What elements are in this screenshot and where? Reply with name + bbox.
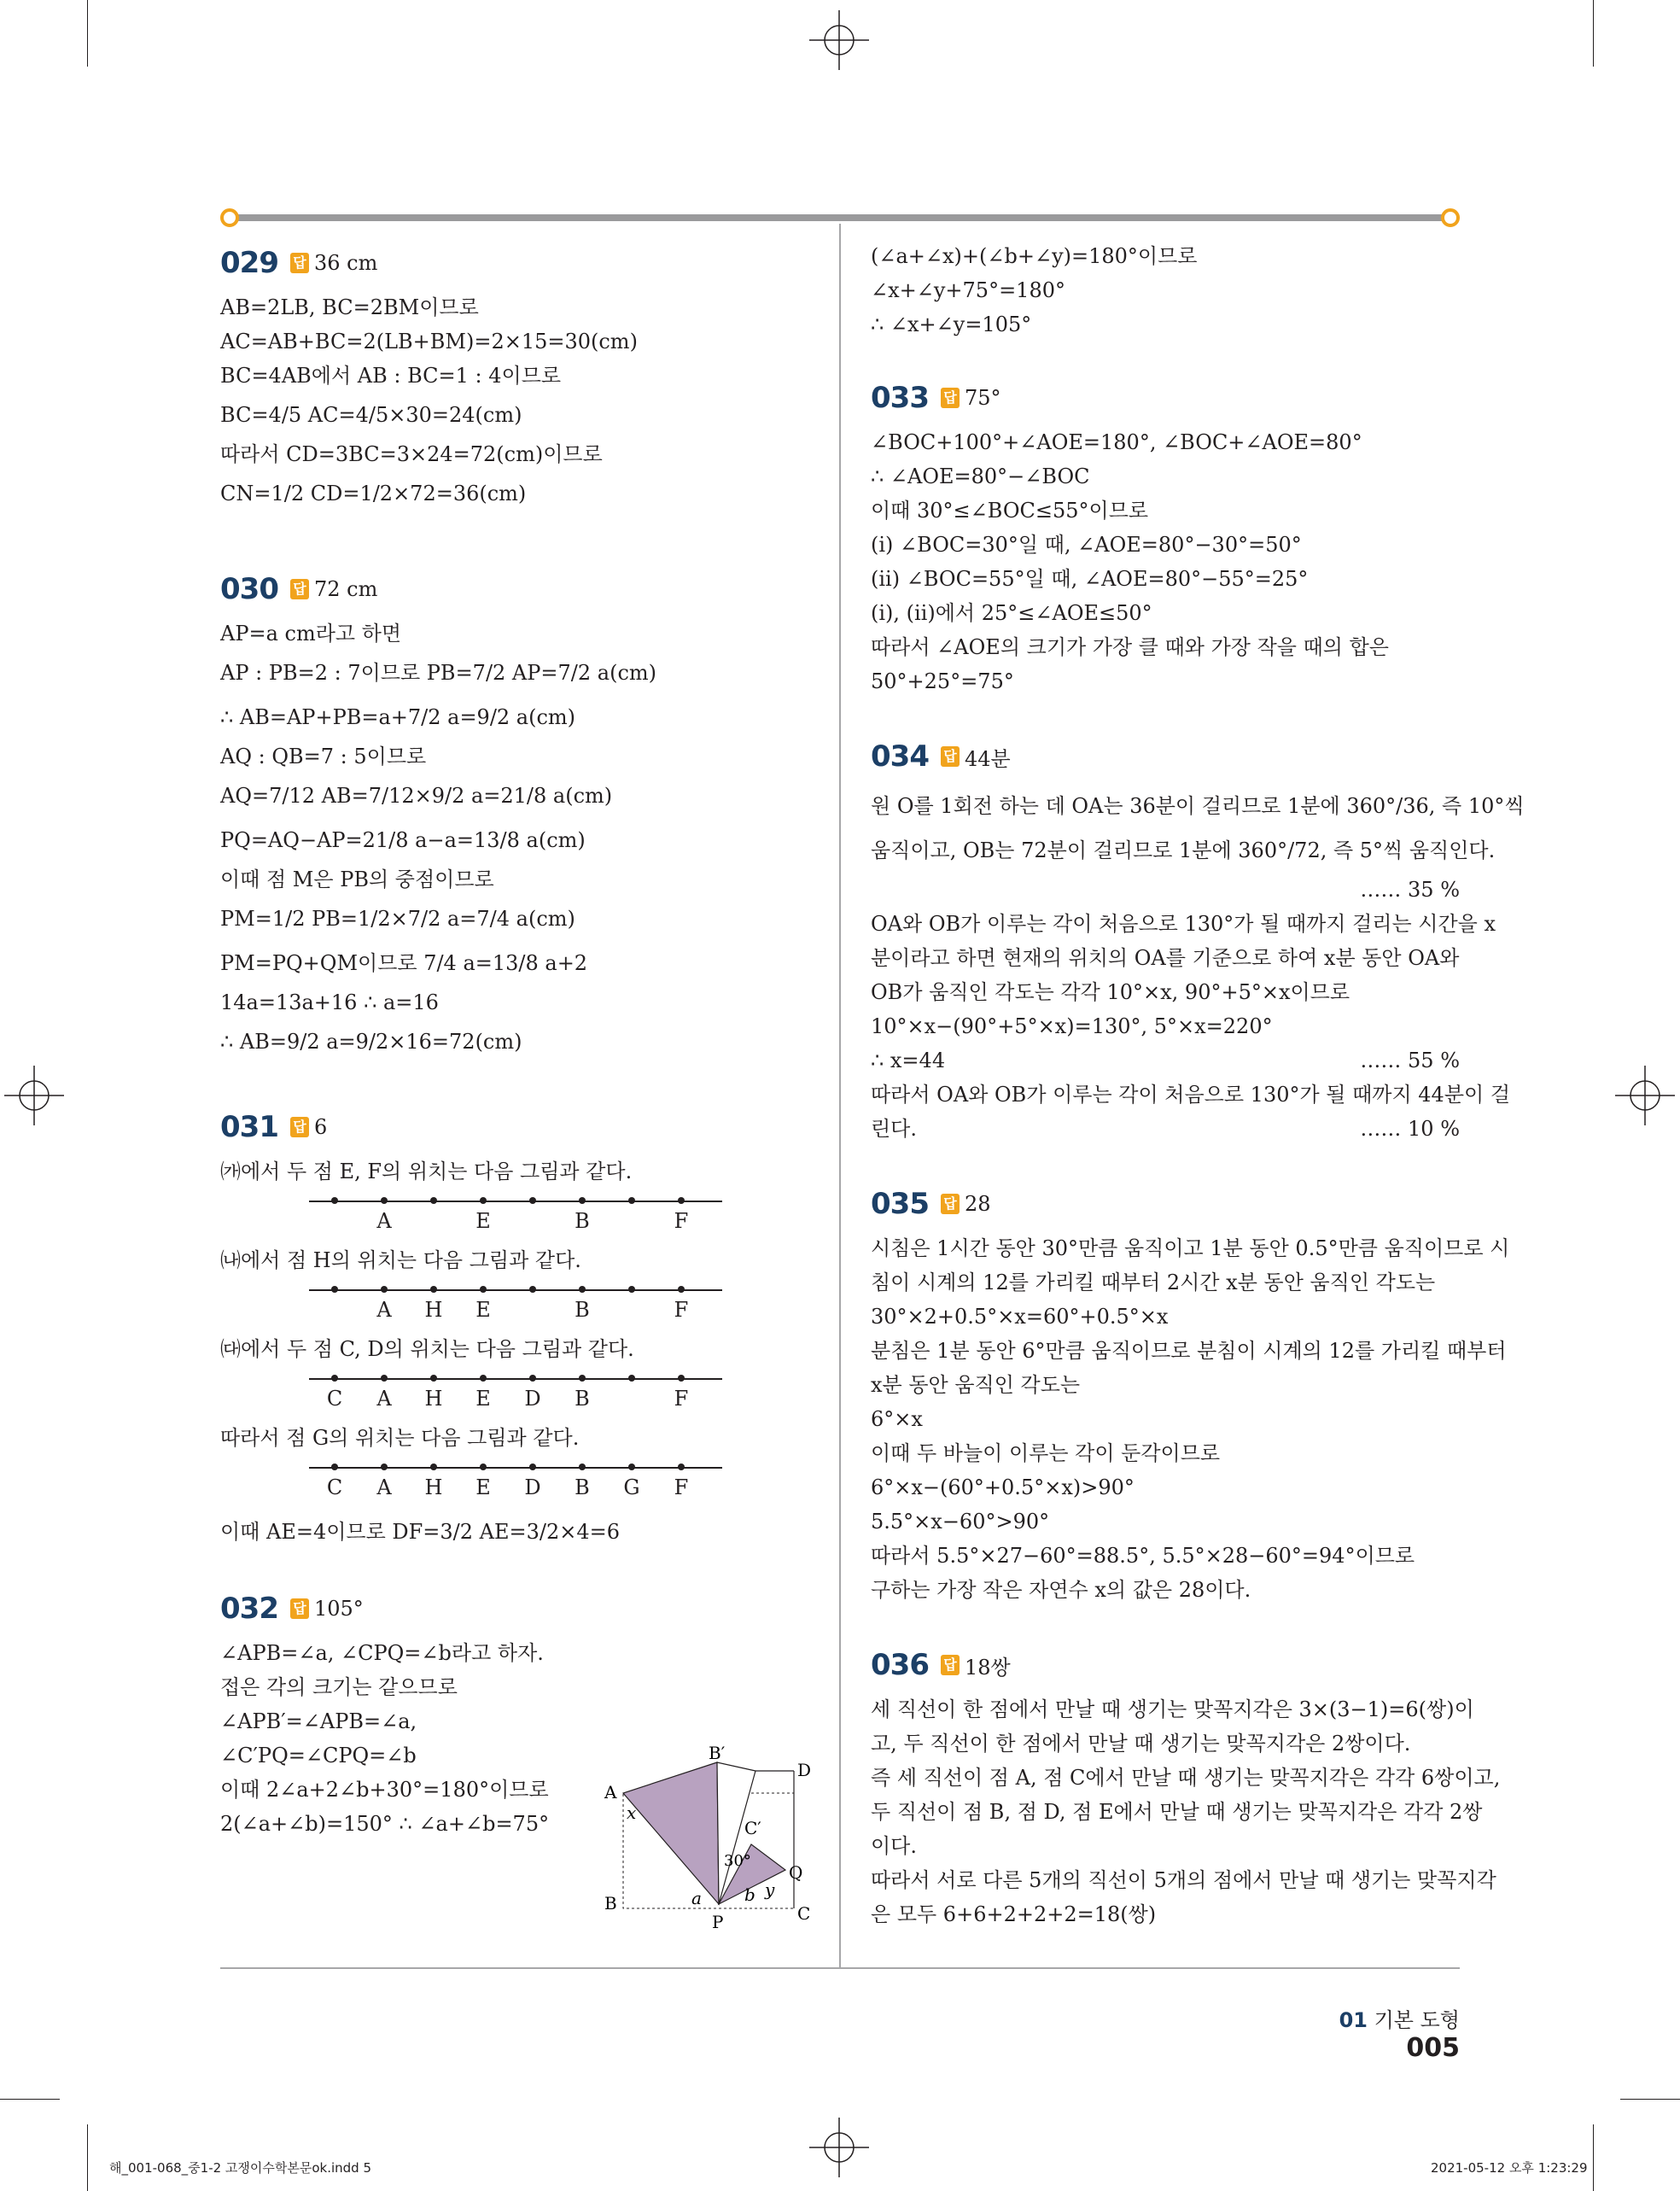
page-footer (1280, 2003, 1460, 2063)
solution-line: OA와 OB가 이루는 각이 처음으로 130°가 될 때까지 걸리는 시간을 x (871, 912, 1496, 936)
score-line (871, 873, 1460, 907)
answer-value: 75° (964, 386, 1001, 410)
crop-mark (1593, 0, 1594, 67)
solution-line: 30°×2+0.5°×x=60°+0.5°×x (871, 1305, 1169, 1329)
vertex-label: C (797, 1903, 811, 1924)
solution-line: 이때 AE=4이므로 DF=3/2 AE=3/2×4=6 (220, 1520, 621, 1544)
solution-line: AQ=7/12 AB=7/12×9/2 a=21/8 a(cm) (220, 784, 613, 808)
point-label: F (674, 1298, 689, 1322)
answer-value: 28 (964, 1192, 991, 1216)
solution-line: 따라서 점 G의 위치는 다음 그림과 같다. (220, 1426, 580, 1450)
solution-line: ㈏에서 점 H의 위치는 다음 그림과 같다. (220, 1248, 581, 1272)
answer-value: 6 (313, 1115, 328, 1139)
folded-paper-figure (598, 1742, 828, 1938)
page-number: 005 (1406, 2033, 1460, 2063)
solution-line: 따라서 5.5°×27−60°=88.5°, 5.5°×28−60°=94°이므로 (871, 1544, 1415, 1568)
problem-035 (871, 1180, 1510, 1607)
solution-line: BC=4/5 AC=4/5×30=24(cm) (220, 403, 522, 427)
answer-value: 36 cm (313, 251, 378, 275)
point-label: A (376, 1387, 392, 1411)
solution-line: 이때 2∠a+2∠b+30°=180°이므로 (220, 1778, 549, 1802)
solution-line: ∴ ∠x+∠y=105° (871, 313, 1032, 336)
score-percent: …… 10 % (1360, 1117, 1460, 1141)
right-column (871, 239, 1525, 1931)
solution-line: PM=PQ+QM이므로 7/4 a=13/8 a+2 (220, 951, 588, 975)
vertex-label: P (712, 1912, 724, 1932)
problem-number: 034 (871, 739, 929, 774)
solution-line: AP : PB=2 : 7이므로 PB=7/2 AP=7/2 a(cm) (220, 661, 657, 685)
vertex-label: Q (789, 1862, 803, 1883)
bottom-rule (220, 1967, 1460, 1969)
answer-value: 72 cm (313, 577, 378, 601)
solution-line: PM=1/2 PB=1/2×7/2 a=7/4 a(cm) (220, 907, 575, 931)
solution-line: 은 모두 6+6+2+2+2=18(쌍) (871, 1902, 1157, 1926)
crop-mark (87, 0, 88, 67)
registration-mark-left (4, 1066, 64, 1125)
registration-mark-top (809, 10, 869, 70)
problem-number: 033 (871, 381, 929, 415)
solution-line: (∠a+∠x)+(∠b+∠y)=180°이므로 (871, 244, 1198, 268)
point-label: B (575, 1298, 590, 1322)
solution-line: 6°×x−(60°+0.5°×x)>90° (871, 1475, 1135, 1499)
answer-badge-icon: 답 (941, 746, 960, 767)
vertex-label: A (604, 1782, 617, 1802)
solution-line: ∴ AB=9/2 a=9/2×16=72(cm) (220, 1030, 522, 1054)
point-label: F (674, 1475, 689, 1499)
chapter-number: 01 (1339, 2008, 1368, 2032)
solution-line: 원 O를 1회전 하는 데 OA는 36분이 걸리므로 1분에 360°/36, 즉 10°씩 (871, 794, 1525, 818)
solution-line: 고, 두 직선이 한 점에서 만날 때 생기는 맞꼭지각은 2쌍이다. (871, 1732, 1411, 1756)
problem-033 (871, 374, 1460, 698)
solution-line: 접은 각의 크기는 같으므로 (220, 1675, 458, 1699)
solution-line: 따라서 CD=3BC=3×24=72(cm)이므로 (220, 442, 603, 466)
angle-label: 30° (724, 1852, 751, 1870)
solution-line: 따라서 OA와 OB가 이루는 각이 처음으로 130°가 될 때까지 44분이 걸 (871, 1083, 1511, 1107)
registration-mark-right (1615, 1066, 1675, 1125)
solution-line: 따라서 ∠AOE의 크기가 가장 클 때와 가장 작을 때의 합은 (871, 635, 1389, 659)
solution-line: 6°×x (871, 1407, 923, 1431)
solution-line: 이때 30°≤∠BOC≤55°이므로 (871, 499, 1149, 523)
angle-label: x (627, 1802, 637, 1823)
problem-number: 029 (220, 246, 278, 280)
point-label: E (475, 1298, 491, 1322)
solution-line: CN=1/2 CD=1/2×72=36(cm) (220, 482, 527, 505)
crop-mark (87, 2124, 88, 2191)
solution-line: 세 직선이 한 점에서 만날 때 생기는 맞꼭지각은 3×(3−1)=6(쌍)이 (871, 1697, 1474, 1721)
vertex-label: B′ (709, 1743, 726, 1763)
angle-label: y (765, 1879, 775, 1900)
vertex-label: B (604, 1893, 617, 1913)
vertex-label: C′ (744, 1818, 761, 1838)
column-divider (839, 224, 841, 1967)
header-rule (232, 214, 1448, 221)
answer-badge-icon: 답 (290, 579, 309, 599)
point-label: B (575, 1387, 590, 1411)
solution-line: ∠x+∠y+75°=180° (871, 278, 1065, 302)
solution-line: 린다. …… 10 % (871, 1112, 1460, 1146)
point-label: A (376, 1475, 392, 1499)
problem-number: 031 (220, 1110, 278, 1144)
solution-line: 이다. (871, 1834, 917, 1858)
point-label: F (674, 1387, 689, 1411)
number-line-2 (220, 1277, 818, 1332)
answer-badge-icon: 답 (290, 253, 309, 273)
solution-line: (ⅰ) ∠BOC=30°일 때, ∠AOE=80°−30°=50° (871, 533, 1302, 557)
point-label: D (524, 1387, 541, 1411)
solution-line: 즉 세 직선이 점 A, 점 C에서 만날 때 생기는 맞꼭지각은 각각 6쌍이고, (871, 1766, 1501, 1790)
point-label: E (475, 1387, 491, 1411)
solution-line: PQ=AQ−AP=21/8 a−a=13/8 a(cm) (220, 828, 586, 852)
answer-badge-icon: 답 (941, 1655, 960, 1675)
chapter-title: 기본 도형 (1374, 2008, 1460, 2032)
solution-line: ∴ AB=AP+PB=a+7/2 a=9/2 a(cm) (220, 705, 576, 729)
problem-number: 032 (220, 1592, 278, 1626)
header-rule-dot-left (220, 208, 239, 227)
solution-line: 구하는 가장 작은 자연수 x의 값은 28이다. (871, 1578, 1251, 1602)
solution-line: 이때 두 바늘이 이루는 각이 둔각이므로 (871, 1441, 1221, 1465)
solution-line: ㈐에서 두 점 C, D의 위치는 다음 그림과 같다. (220, 1337, 634, 1361)
number-line-1 (220, 1189, 818, 1243)
crop-mark (1593, 2124, 1594, 2191)
crop-mark (1620, 2099, 1680, 2100)
problem-034 (871, 733, 1525, 1146)
solution-line: 시침은 1시간 동안 30°만큼 움직이고 1분 동안 0.5°만큼 움직이므로 시 (871, 1236, 1510, 1260)
solution-line: 분침은 1분 동안 6°만큼 움직이므로 분침이 시계의 12를 가리킬 때부터 (871, 1339, 1507, 1363)
problem-030 (220, 565, 818, 1064)
solution-line: 14a=13a+16 ∴ a=16 (220, 990, 439, 1014)
point-label: E (475, 1209, 491, 1233)
solution-line: x분 동안 움직인 각도는 (871, 1373, 1081, 1397)
problem-number: 030 (220, 572, 278, 606)
solution-line: 50°+25°=75° (871, 669, 1014, 693)
answer-badge-icon: 답 (290, 1117, 309, 1137)
print-slug-date: 2021-05-12 오후 1:23:29 (1431, 2160, 1588, 2176)
solution-line: 움직이고, OB는 72분이 걸리므로 1분에 360°/72, 즉 5°씩 움직인다. (871, 838, 1496, 862)
solution-line: 이때 점 M은 PB의 중점이므로 (220, 868, 494, 891)
solution-line: ∠BOC+100°+∠AOE=180°, ∠BOC+∠AOE=80° (871, 430, 1362, 454)
left-column (220, 239, 818, 1841)
angle-label: b (744, 1884, 755, 1905)
score-percent: …… 35 % (1360, 878, 1460, 902)
problem-number: 036 (871, 1648, 929, 1682)
point-label: D (524, 1475, 541, 1499)
angle-label: a (691, 1888, 702, 1908)
vertex-label: D (797, 1760, 812, 1780)
problem-036 (871, 1641, 1501, 1931)
answer-badge-icon: 답 (290, 1598, 309, 1619)
solution-line: AB=2LB, BC=2BM이므로 (220, 295, 479, 319)
solution-line: BC=4AB에서 AB : BC=1 : 4이므로 (220, 364, 562, 388)
solution-line: 분이라고 하면 현재의 위치의 OA를 기준으로 하여 x분 동안 OA와 (871, 946, 1460, 970)
solution-line: AP=a cm라고 하면 (220, 622, 402, 646)
registration-mark-bottom (809, 2118, 869, 2177)
problem-029 (220, 239, 818, 516)
point-label: C (326, 1387, 343, 1411)
solution-line: 따라서 서로 다른 5개의 직선이 5개의 점에서 만날 때 생기는 맞꼭지각 (871, 1868, 1496, 1892)
problem-031 (220, 1103, 818, 1554)
answer-value: 105° (313, 1597, 364, 1621)
problem-032-continued (871, 239, 1460, 342)
solution-line: ∴ x=44 …… 55 % (871, 1043, 1460, 1078)
solution-line: AC=AB+BC=2(LB+BM)=2×15=30(cm) (220, 330, 638, 353)
answer-value: 44분 (964, 746, 1011, 771)
solution-line: 2(∠a+∠b)=150° ∴ ∠a+∠b=75° (220, 1812, 550, 1836)
answer-badge-icon: 답 (941, 388, 960, 408)
solution-line: 5.5°×x−60°>90° (871, 1510, 1050, 1534)
point-label: G (623, 1475, 640, 1499)
point-label: C (326, 1475, 343, 1499)
header-rule-dot-right (1441, 208, 1460, 227)
point-label: F (674, 1209, 689, 1233)
solution-line: (ⅰ), (ⅱ)에서 25°≤∠AOE≤50° (871, 601, 1152, 625)
answer-value: 18쌍 (964, 1655, 1011, 1680)
point-label: A (376, 1298, 392, 1322)
solution-line: OB가 움직인 각도는 각각 10°×x, 90°+5°×x이므로 (871, 980, 1350, 1004)
point-label: A (376, 1209, 392, 1233)
solution-line: 10°×x−(90°+5°×x)=130°, 5°×x=220° (871, 1014, 1273, 1038)
number-line-3 (220, 1366, 818, 1421)
answer-badge-icon: 답 (941, 1194, 960, 1214)
solution-line: ∠APB′=∠APB=∠a, (220, 1709, 417, 1733)
solution-line: 침이 시계의 12를 가리킬 때부터 2시간 x분 동안 움직인 각도는 (871, 1271, 1436, 1294)
solution-line: ∠C′PQ=∠CPQ=∠b (220, 1744, 417, 1767)
point-label: H (424, 1387, 443, 1411)
point-label: H (424, 1298, 443, 1322)
solution-line: (ⅱ) ∠BOC=55°일 때, ∠AOE=80°−55°=25° (871, 567, 1309, 591)
point-label: E (475, 1475, 491, 1499)
point-label: B (575, 1209, 590, 1233)
solution-line: 두 직선이 점 B, 점 D, 점 E에서 만날 때 생기는 맞꼭지각은 각각 2쌍 (871, 1800, 1483, 1824)
score-percent: …… 55 % (1360, 1049, 1460, 1072)
number-line-4 (220, 1455, 818, 1510)
solution-line: ∴ ∠AOE=80°−∠BOC (871, 464, 1090, 488)
solution-line: ㈎에서 두 점 E, F의 위치는 다음 그림과 같다. (220, 1160, 633, 1183)
point-label: B (575, 1475, 590, 1499)
solution-line: ∠APB=∠a, ∠CPQ=∠b라고 하자. (220, 1641, 544, 1665)
solution-line: AQ : QB=7 : 5이므로 (220, 745, 427, 768)
crop-mark (0, 2099, 60, 2100)
point-label: H (424, 1475, 443, 1499)
problem-number: 035 (871, 1187, 929, 1221)
print-slug-file: 해_001-068_중1-2 고쟁이수학본문ok.indd 5 (109, 2160, 372, 2176)
